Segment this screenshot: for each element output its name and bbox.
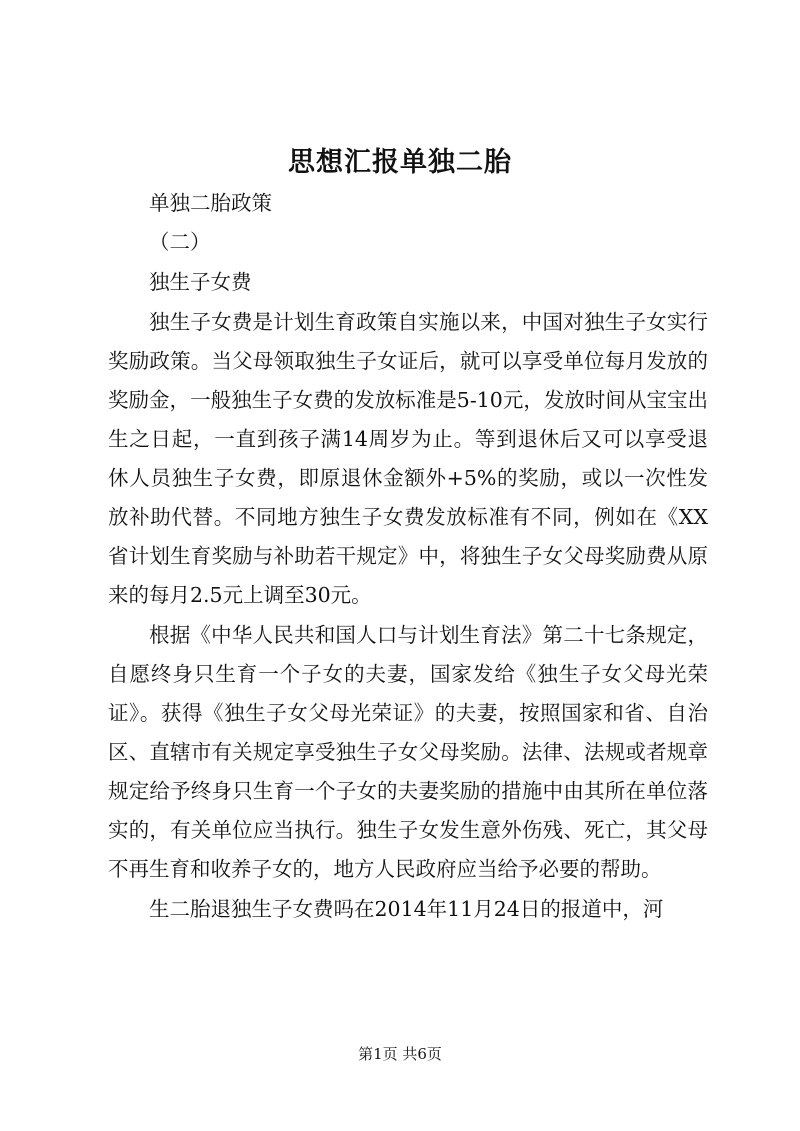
- paragraph-subheading: 独生子女费: [149, 270, 252, 294]
- document-title: 思想汇报单独二胎: [288, 147, 512, 178]
- paragraph-body: 生二胎退独生子女费吗在2014年11月24日的报道中，河: [149, 897, 664, 921]
- paragraph-body: 独生子女费是计划生育政策自实施以来，中国对独生子女实行奖励政策。当父母领取独生子女证后，就可以享受单位每月发放的奖励金，一般独生子女费的发放标准是5-10元，发放时间从宝宝出生之日起，一直到孩子满14周岁为止。等到退休后又可以享受退休人员独生子女费，即原退休金额外+5%的奖励，或以一次性发放补助代替。不同地方独生子女费发放标准有不同，例如在《XX省计划生育奖励与补助若干规定》中，将独生子女父母奖励费从原来的每月2.5元上调至30元。: [108, 310, 708, 607]
- document-body: [108, 184, 708, 929]
- paragraph-section-number: （二）: [149, 230, 211, 254]
- paragraph-body: 根据《中华人民共和国人口与计划生育法》第二十七条规定，自愿终身只生育一个子女的夫妻，国家发给《独生子女父母光荣证》。获得《独生子女父母光荣证》的夫妻，按照国家和省、自治区、直辖市有关规定享受独生子女父母奖励。法律、法规或者规章规定给予终身只生育一个子女的夫妻奖励的措施中由其所在单位落实的，有关单位应当执行。独生子女发生意外伤残、死亡，其父母不再生育和收养子女的，地方人民政府应当给予必要的帮助。: [108, 623, 708, 881]
- paragraph-policy-heading: 单独二胎政策: [149, 191, 272, 215]
- page-number: 第1页 共6页: [358, 1045, 442, 1063]
